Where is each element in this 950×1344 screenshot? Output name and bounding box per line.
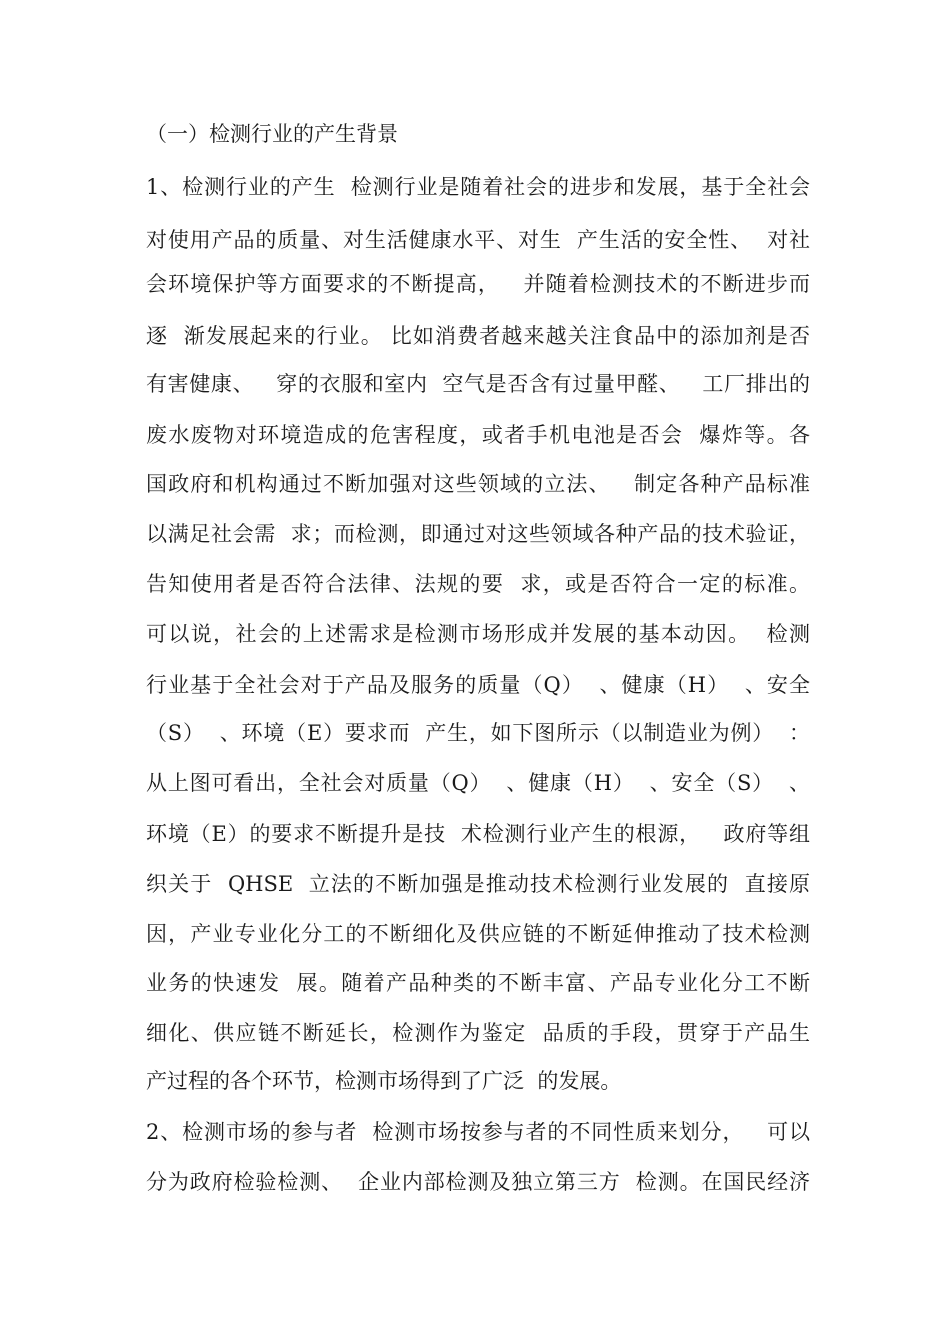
text-line: 逐 渐发展起来的行业。 比如消费者越来越关注食品中的添加剂是否 — [146, 324, 810, 348]
section-heading: （一）检测行业的产生背景 — [146, 122, 398, 146]
text-line: 国政府和机构通过不断加强对这些领域的立法、 制定各种产品标准 — [146, 472, 810, 496]
text-line: 2、检测市场的参与者 检测市场按参与者的不同性质来划分， 可以 — [146, 1120, 810, 1144]
text-line: 有害健康、 穿的衣服和室内 空气是否含有过量甲醛、 工厂排出的 — [146, 372, 810, 396]
text-line: 织关于 QHSE 立法的不断加强是推动技术检测行业发展的 直接原 — [146, 872, 810, 896]
text-line: 告知使用者是否符合法律、法规的要 求，或是否符合一定的标准。 — [146, 572, 810, 596]
text-line: 细化、供应链不断延长，检测作为鉴定 品质的手段，贯穿于产品生 — [146, 1021, 810, 1045]
text-line: 1、检测行业的产生 检测行业是随着社会的进步和发展，基于全社会 — [146, 175, 810, 199]
text-line: 业务的快速发 展。随着产品种类的不断丰富、产品专业化分工不断 — [146, 971, 810, 995]
text-line: 环境（E）的要求不断提升是技 术检测行业产生的根源， 政府等组 — [146, 822, 810, 846]
text-line: 废水废物对环境造成的危害程度，或者手机电池是否会 爆炸等。各 — [146, 423, 810, 447]
text-line: 行业基于全社会对于产品及服务的质量（Q） 、健康（H） 、安全 — [146, 673, 810, 697]
text-line: 产过程的各个环节，检测市场得到了广泛 的发展。 — [146, 1069, 622, 1093]
text-line: （S） 、环境（E）要求而 产生，如下图所示（以制造业为例） ： — [146, 721, 810, 745]
text-line: 分为政府检验检测、 企业内部检测及独立第三方 检测。在国民经济 — [146, 1170, 810, 1194]
text-line: 对使用产品的质量、对生活健康水平、对生 产生活的安全性、 对社 — [146, 228, 810, 252]
text-line: 因，产业专业化分工的不断细化及供应链的不断延伸推动了技术检测 — [146, 922, 810, 946]
text-line: 从上图可看出，全社会对质量（Q） 、健康（H） 、安全（S） 、 — [146, 771, 810, 795]
text-line: 可以说，社会的上述需求是检测市场形成并发展的基本动因。 检测 — [146, 622, 810, 646]
text-line: 会环境保护等方面要求的不断提高， 并随着检测技术的不断进步而 — [146, 272, 810, 296]
text-line: 以满足社会需 求；而检测，即通过对这些领域各种产品的技术验证， — [146, 522, 810, 546]
